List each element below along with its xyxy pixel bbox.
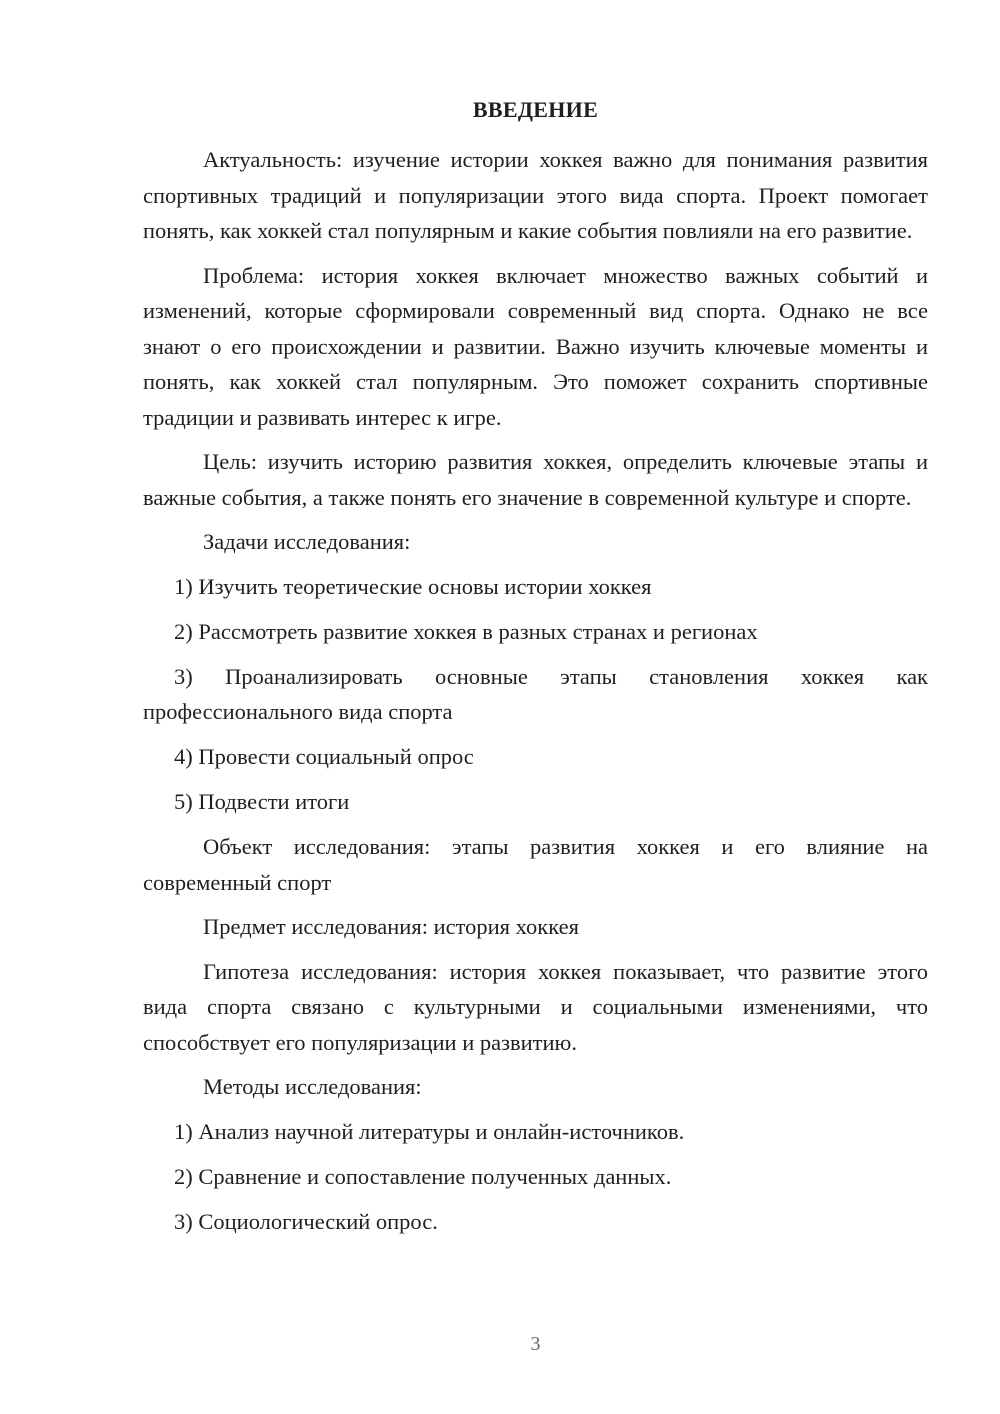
relevance-paragraph: Актуальность: изучение истории хоккея важно для понимания развития спортивных традиций и популяризации этого вида спорта. Проект помогает понять, как хоккей стал популярным и какие события повлияли на его развитие. (143, 147, 928, 243)
tasks-heading: Задачи исследования: (203, 529, 411, 554)
subject-paragraph: Предмет исследования: история хоккея (203, 914, 579, 939)
method-item: 2) Сравнение и сопоставление полученных данных. (174, 1163, 672, 1189)
task-item: 5) Подвести итоги (174, 789, 350, 814)
document-page (143, 0, 928, 1414)
document-body (143, 142, 928, 1249)
task-item: 1) Изучить теоретические основы истории хоккея (174, 573, 652, 599)
task-item: 4) Провести социальный опрос (174, 744, 474, 769)
hypothesis-paragraph: Гипотеза исследования: история хоккея показывает, что развитие этого вида спорта связано с культурными и социальными изменениями, что способствует его популяризации и развитию. (143, 958, 928, 1055)
methods-heading: Методы исследования: (203, 1074, 422, 1099)
section-title: ВВЕДЕНИЕ (472, 97, 599, 122)
goal-paragraph: Цель: изучить историю развития хоккея, определить ключевые этапы и важные события, а также понять его значение в современной культуре и спорте. (143, 449, 928, 510)
method-item: 3) Социологический опрос. (174, 1208, 438, 1234)
task-item: 2) Рассмотреть развитие хоккея в разных странах и регионах (174, 618, 758, 644)
task-item: 3) Проанализировать основные этапы становления хоккея как профессионального вида спорта (143, 663, 928, 724)
method-item: 1) Анализ научной литературы и онлайн-источников. (174, 1118, 685, 1144)
page-number: 3 (530, 1333, 541, 1355)
problem-paragraph: Проблема: история хоккея включает множество важных событий и изменений, которые сформировали современный вид спорта. Однако не все знают о его происхождении и развитии. Важно изучить ключевые моменты и понять, как хоккей стал популярным. Это поможет сохранить спортивные традиции и развивать интерес к игре. (143, 262, 928, 430)
object-paragraph: Объект исследования: этапы развития хоккея и его влияние на современный спорт (143, 834, 928, 895)
